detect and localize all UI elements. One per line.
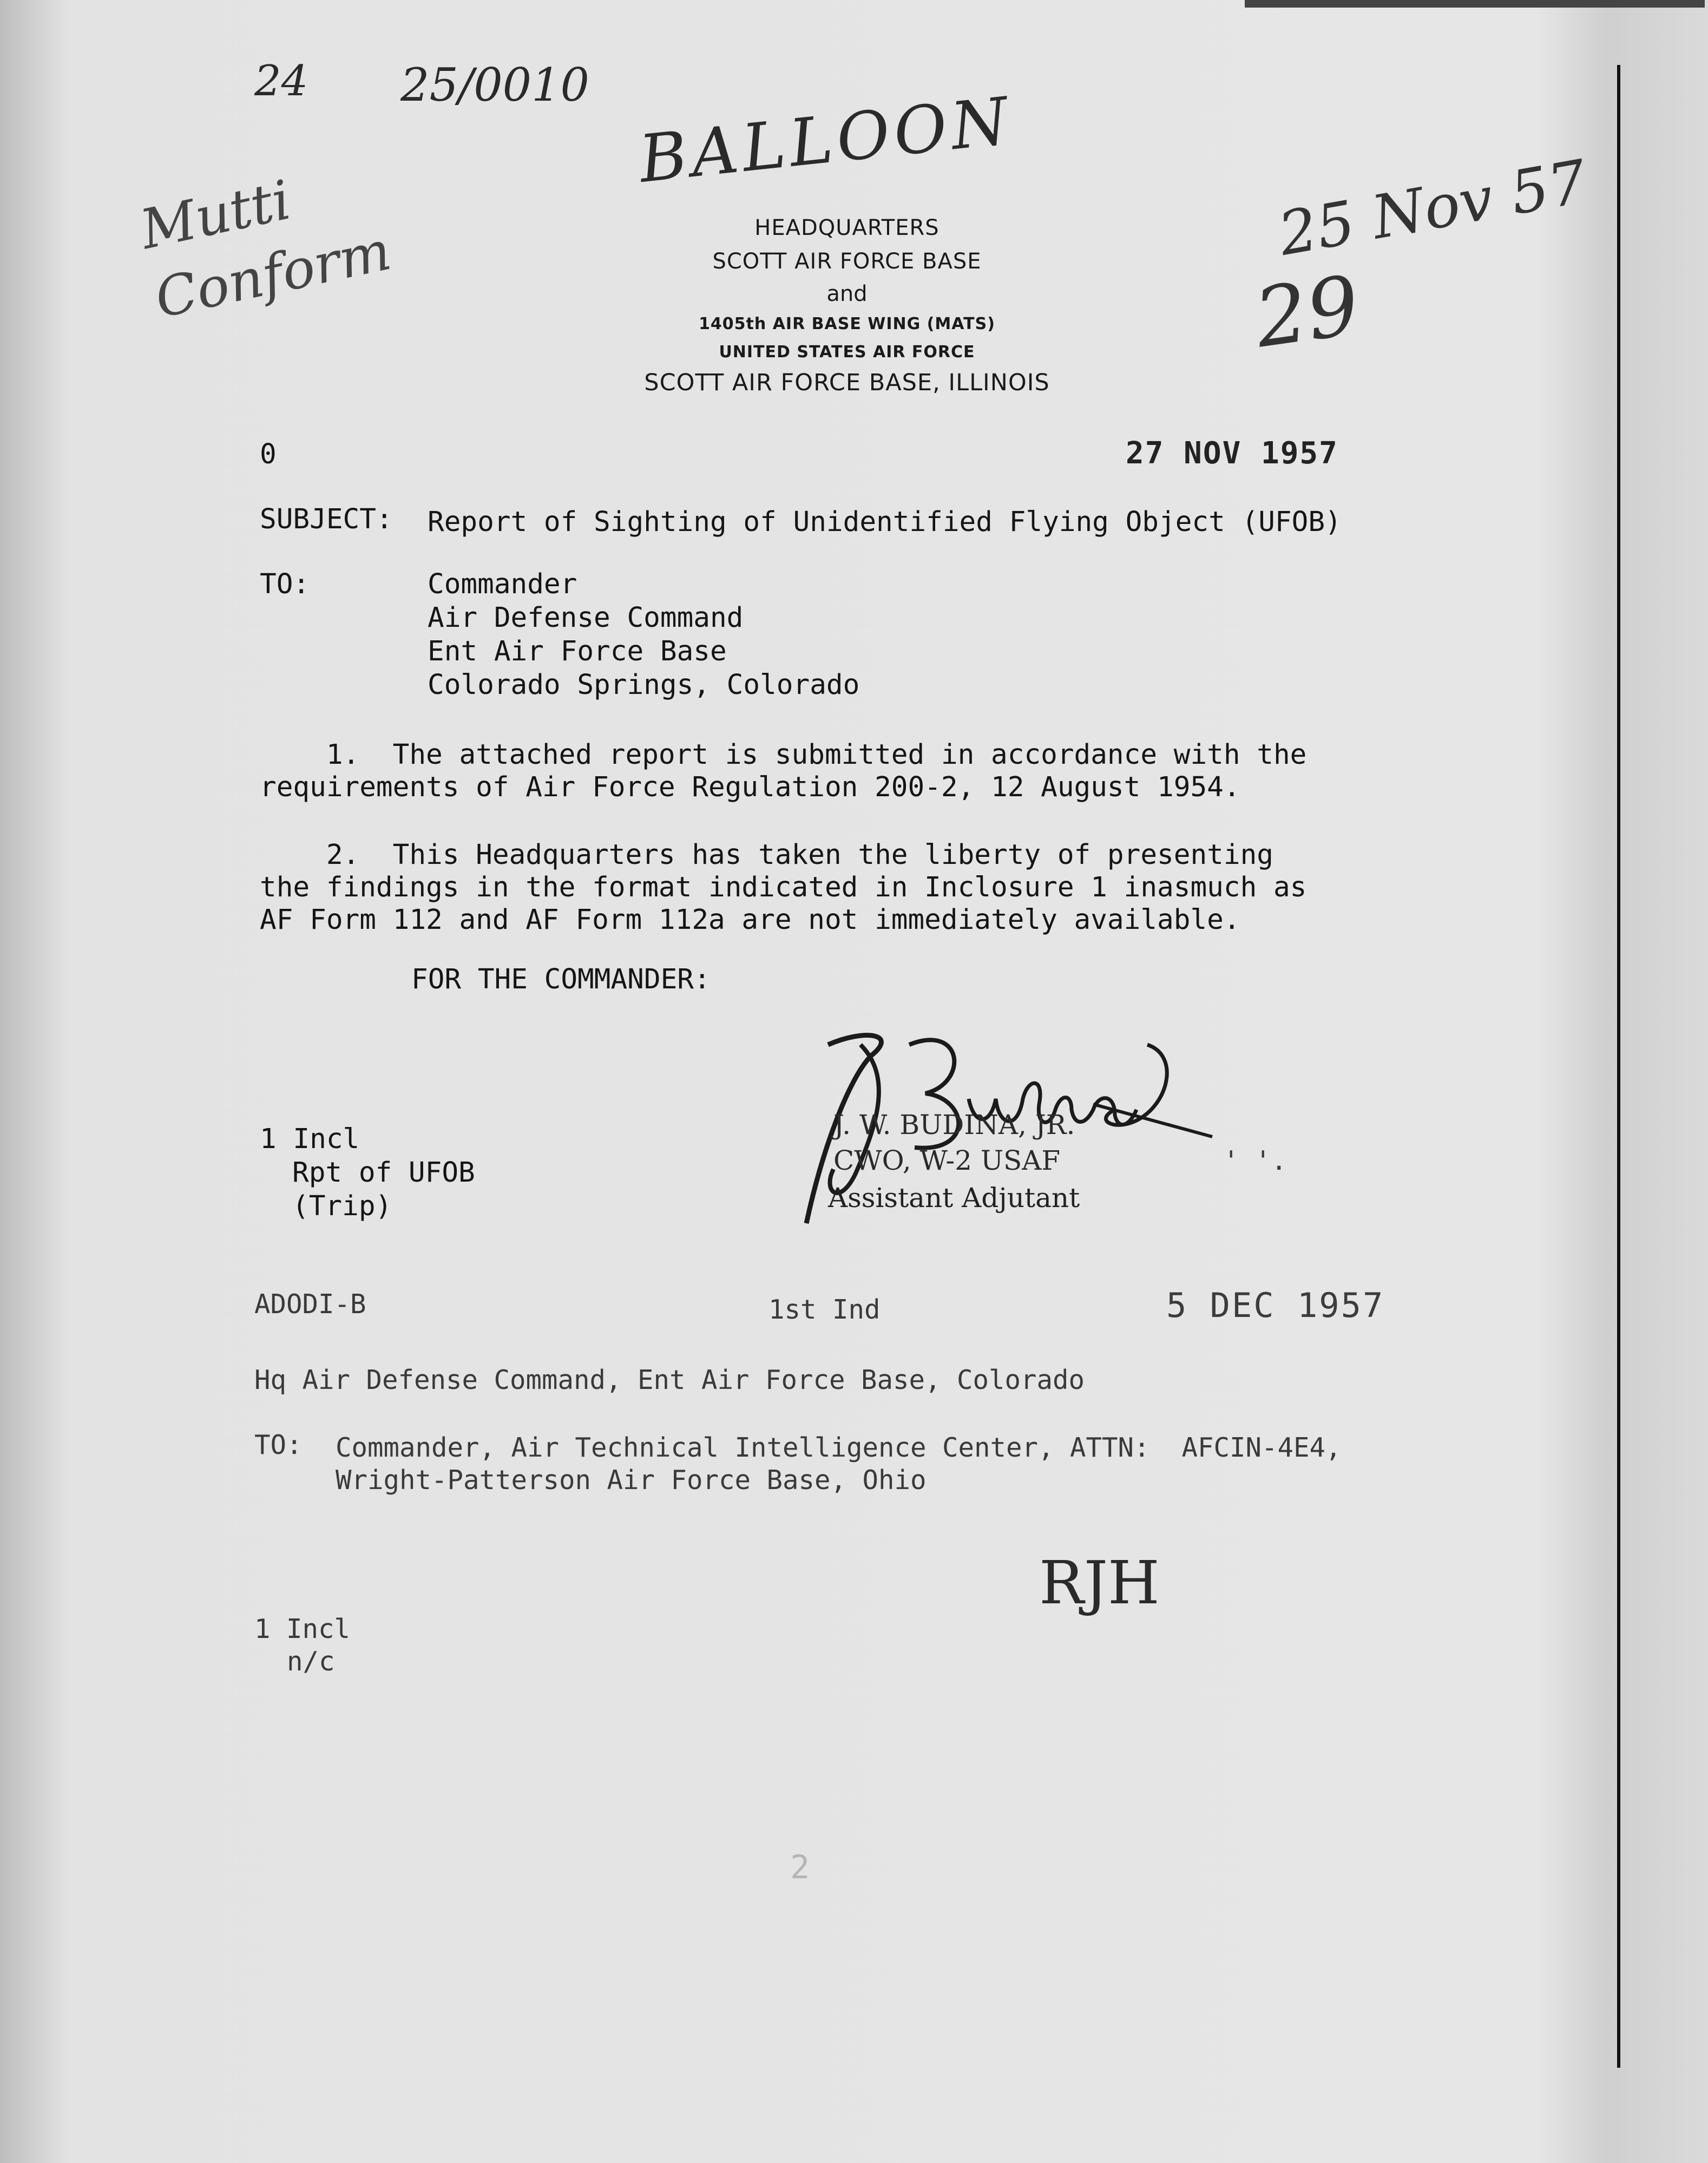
letterhead-line-and: and [826,281,868,306]
endorsement-title: 1st Ind [768,1294,881,1325]
handwritten-file-ref-left: 24 [254,57,308,106]
inclosure-line-2: Rpt of UFOB [292,1157,475,1189]
signature-name: J. W. BUDINA, JR. [833,1109,1075,1141]
letterhead-line-wing: 1405th AIR BASE WING (MATS) [699,314,995,333]
handwritten-file-ref: 25/0010 [400,58,589,112]
endorsement-date-stamp: 5 DEC 1957 [1166,1286,1385,1325]
closing-line: FOR THE COMMANDER: [411,963,711,995]
letter-date-stamp: 27 NOV 1957 [1126,436,1338,471]
signature-rank: CWO, W-2 USAF [833,1145,1061,1176]
letterhead-line-location: SCOTT AIR FORCE BASE, ILLINOIS [644,369,1050,396]
handwritten-date-note-1: 25 Nov 57 [1273,147,1592,269]
addressee-line-4: Colorado Springs, Colorado [428,669,860,701]
inclosure-line-1: 1 Incl [260,1123,360,1155]
endorsement-to-line-2: Wright-Patterson Air Force Base, Ohio [336,1465,927,1496]
endorsement-incl-line-1: 1 Incl [254,1614,351,1644]
scan-artifact [1245,0,1705,8]
reference-mark: 0 [260,438,277,470]
to-label: TO: [260,568,310,600]
addressee-line-3: Ent Air Force Base [428,635,727,667]
handwritten-margin-note: Mutti Conform [135,168,397,331]
faint-page-mark: 2 [790,1849,810,1886]
subject-label: SUBJECT: [260,503,393,535]
endorsement-to-label: TO: [254,1430,303,1460]
signature-title: Assistant Adjutant [828,1182,1080,1214]
letterhead-line-headquarters: HEADQUARTERS [754,215,940,240]
endorsement-office-symbol: ADODI-B [254,1289,366,1320]
addressee-line-2: Air Defense Command [428,602,744,634]
paragraph-2-line-1: 2. This Headquarters has taken the liberty of presenting [260,839,1273,871]
paragraph-1-line-2: requirements of Air Force Regulation 200-2, 12 August 1954. [260,771,1240,803]
paragraph-1-line-1: 1. The attached report is submitted in accordance with the [260,739,1307,771]
subject-text: Report of Sighting of Unidentified Flying Object (UFOB) [428,506,1342,538]
endorsement-incl-line-2: n/c [287,1646,335,1677]
letterhead [563,211,1131,399]
handwritten-initials: RJH [1039,1548,1160,1617]
paragraph-2-line-3: AF Form 112 and AF Form 112a are not immediately available. [260,904,1240,936]
handwritten-balloon-note: BALLOON [635,83,1016,198]
addressee-line-1: Commander [428,568,577,600]
page-edge-line [1617,65,1620,2068]
letterhead-line-base: SCOTT AIR FORCE BASE [712,249,982,274]
endorsement-from-line: Hq Air Defense Command, Ent Air Force Base, Colorado [254,1365,1085,1395]
letterhead-line-usaf: UNITED STATES AIR FORCE [719,343,975,362]
handwritten-date-note-2: 29 [1249,258,1365,366]
paragraph-2-line-2: the findings in the format indicated in Inclosure 1 inasmuch as [260,871,1307,903]
inclosure-line-3: (Trip) [292,1190,392,1222]
stray-mark: ' '. [1223,1145,1287,1176]
endorsement-to-line-1: Commander, Air Technical Intelligence Center, ATTN: AFCIN-4E4, [336,1432,1342,1463]
document-page [22,11,1613,2144]
